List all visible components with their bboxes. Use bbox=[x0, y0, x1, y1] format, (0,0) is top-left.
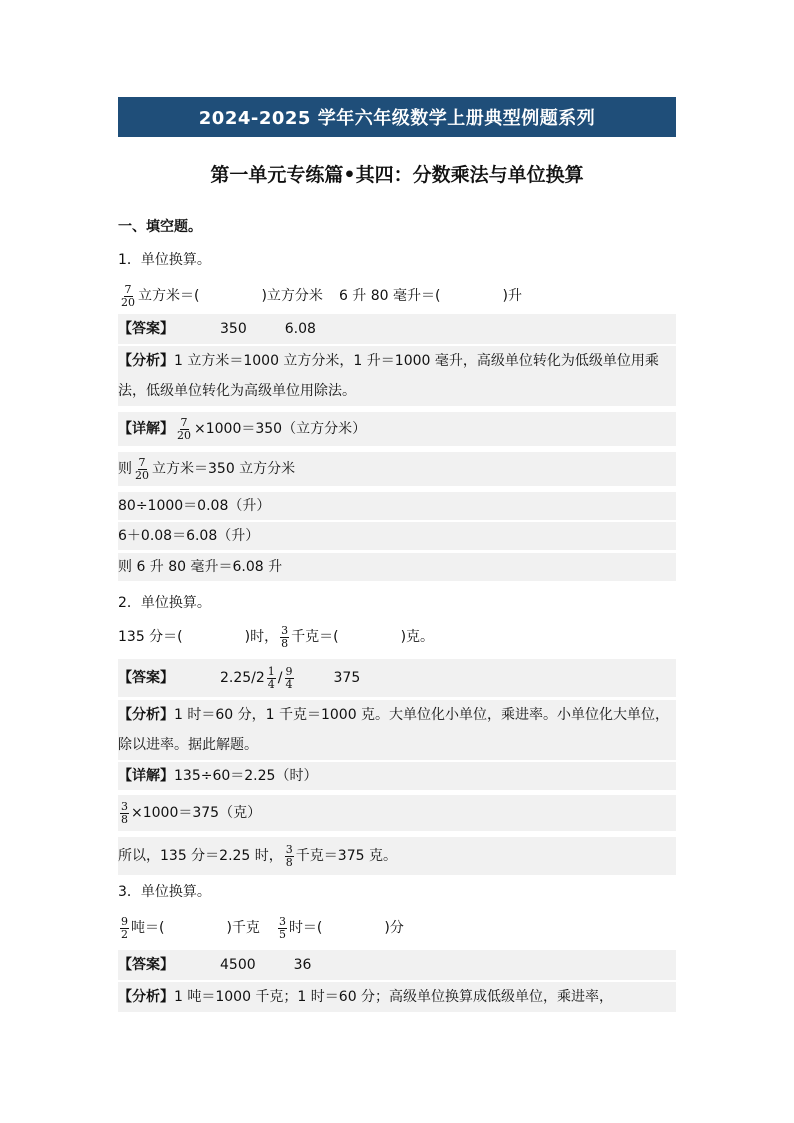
q1-detail: 【详解】 $\frac{7}{20}$ ×1000＝350（立方分米） bbox=[118, 412, 676, 446]
q3-question: $\frac{9}{2}$ 吨＝( )千克 $\frac{3}{5}$ 时＝( )分 bbox=[121, 914, 404, 941]
q2-analysis: 【分析】1 时＝60 分，1 千克＝1000 克。大单位化小单位，乘进率。小单位化大单位，除以进率。据此解题。 bbox=[118, 700, 676, 760]
page-title: 第一单元专练篇•其四：分数乘法与单位换算 bbox=[210, 164, 584, 186]
q1-analysis: 【分析】1 立方米＝1000 立方分米，1 升＝1000 毫升，高级单位转化为低级单位用乘法，低级单位转化为高级单位用除法。 bbox=[118, 346, 676, 406]
series-banner bbox=[118, 97, 676, 137]
q1-question: $\frac{7}{20}$ 立方米＝( )立方分米 6 升 80 毫升＝( )升 bbox=[121, 282, 522, 309]
section-title: 一、填空题。 bbox=[118, 219, 202, 235]
q1-step: 6＋0.08＝6.08（升） bbox=[118, 522, 676, 550]
q2-detail-2: $\frac{3}{8}$ ×1000＝375（克） bbox=[118, 795, 676, 831]
answer-value: 6.08 bbox=[284, 321, 316, 337]
q3-analysis: 【分析】1 吨＝1000 千克；1 时＝60 分；高级单位换算成低级单位，乘进率， bbox=[118, 982, 676, 1012]
fraction: $\frac{7}{20}$ bbox=[121, 282, 135, 309]
q3-answer: 【答案】 4500 36 bbox=[118, 950, 676, 980]
q1-then: 则 $\frac{7}{20}$ 立方米＝350 立方分米 bbox=[118, 452, 676, 486]
answer-value: 350 bbox=[220, 321, 247, 337]
q1-step: 80÷1000＝0.08（升） bbox=[118, 492, 676, 520]
answer-value: 4500 bbox=[220, 957, 256, 973]
banner-title: 2024-2025 学年六年级数学上册典型例题系列 bbox=[198, 108, 596, 129]
q1-title: 1．单位换算。 bbox=[118, 252, 211, 268]
q2-detail: 【详解】135÷60＝2.25（时） bbox=[118, 762, 676, 790]
answer-value: 2.25/2 bbox=[220, 670, 265, 686]
q2-conclusion: 所以，135 分＝2.25 时， $\frac{3}{8}$ 千克＝375 克。 bbox=[118, 837, 676, 875]
answer-value: 375 bbox=[333, 670, 361, 686]
q3-title: 3．单位换算。 bbox=[118, 884, 211, 900]
answer-value: 36 bbox=[293, 957, 312, 973]
q2-answer: 【答案】 2.25/2 $\frac{1}{4}$ / $\frac{9}{4}$ 375 bbox=[118, 659, 676, 697]
q2-question: 135 分＝( )时， $\frac{3}{8}$ 千克＝( )克。 bbox=[118, 623, 435, 650]
q1-answer: 【答案】 350 6.08 bbox=[118, 314, 676, 344]
q1-step: 则 6 升 80 毫升＝6.08 升 bbox=[118, 553, 676, 581]
q2-title: 2．单位换算。 bbox=[118, 595, 211, 611]
